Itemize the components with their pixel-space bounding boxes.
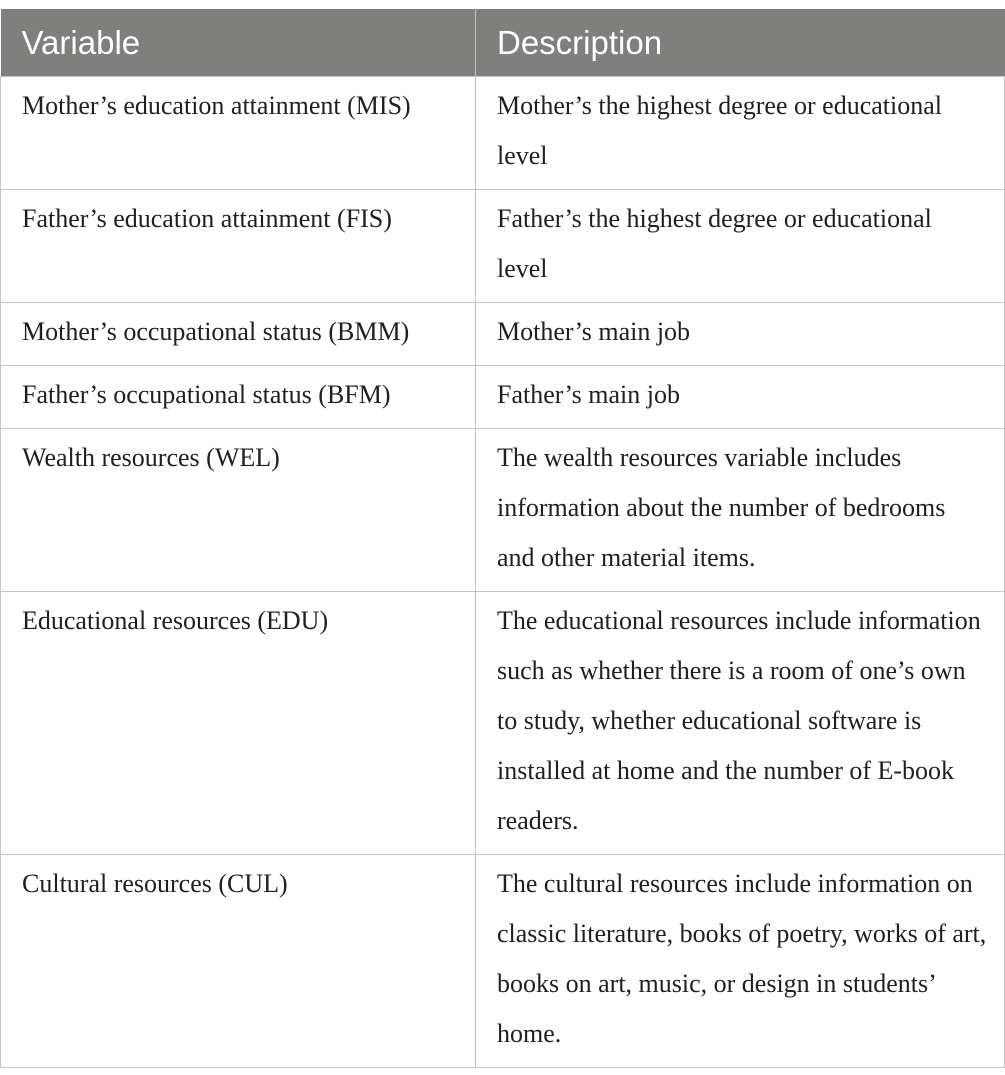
header-variable: Variable [1, 9, 476, 77]
variable-cell: Mother’s education attainment (MIS) [1, 77, 476, 190]
variable-cell: Wealth resources (WEL) [1, 429, 476, 592]
variable-cell: Mother’s occupational status (BMM) [1, 303, 476, 366]
table-body [1, 77, 1005, 1068]
description-cell: Father’s the highest degree or educational level [476, 190, 1005, 303]
variables-table [0, 9, 1005, 1068]
header-row [1, 9, 1005, 77]
table-row [1, 592, 1005, 855]
description-cell: The wealth resources variable includes information about the number of bedrooms and other material items. [476, 429, 1005, 592]
table-row [1, 190, 1005, 303]
description-cell: The educational resources include information such as whether there is a room of one’s own to study, whether educational software is installed at home and the number of E-book readers. [476, 592, 1005, 855]
variable-cell: Father’s occupational status (BFM) [1, 366, 476, 429]
variable-cell: Father’s education attainment (FIS) [1, 190, 476, 303]
description-cell: The cultural resources include information on classic literature, books of poetry, works of art, books on art, music, or design in students’ home. [476, 855, 1005, 1068]
table-header [1, 9, 1005, 77]
description-cell: Mother’s main job [476, 303, 1005, 366]
table-row [1, 855, 1005, 1068]
description-cell: Father’s main job [476, 366, 1005, 429]
description-cell: Mother’s the highest degree or educational level [476, 77, 1005, 190]
table-row [1, 366, 1005, 429]
variable-cell: Educational resources (EDU) [1, 592, 476, 855]
variable-cell: Cultural resources (CUL) [1, 855, 476, 1068]
header-description: Description [476, 9, 1005, 77]
table-row [1, 77, 1005, 190]
table-row [1, 303, 1005, 366]
table-row [1, 429, 1005, 592]
